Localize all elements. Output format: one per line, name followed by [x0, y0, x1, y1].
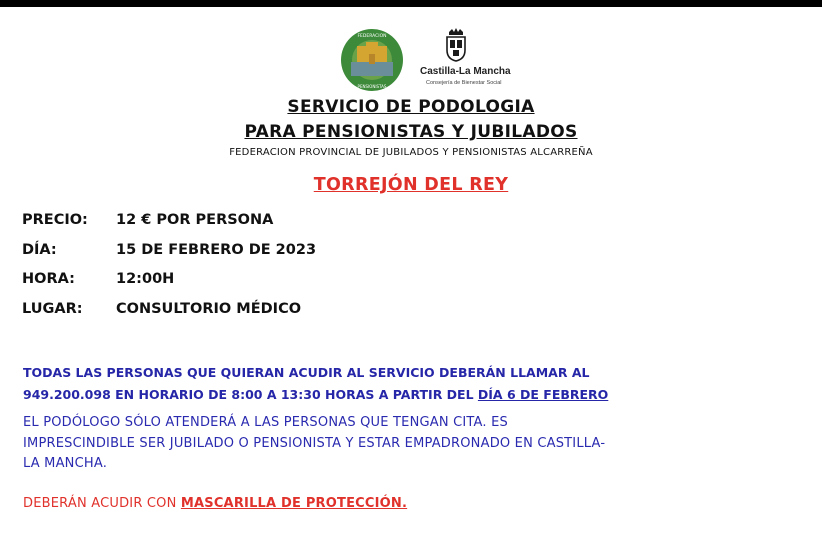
logo-row [0, 26, 822, 96]
day-value: 15 DE FEBRERO DE 2023 [116, 241, 317, 258]
price-label: PRECIO: [22, 212, 88, 228]
info-line-1: EL PODÓLOGO SÓLO ATENDERÁ A LAS PERSONAS QUE TENGAN CITA. ES [23, 415, 508, 430]
info-line-3: LA MANCHA. [23, 456, 108, 471]
notice-line-1: TODAS LAS PERSONAS QUE QUIERAN ACUDIR AL SERVICIO DEBERÁN LLAMAR AL [23, 365, 590, 380]
price-value: 12 € POR PERSONA [116, 212, 274, 228]
top-border [0, 0, 822, 7]
title-line-1: SERVICIO DE PODOLOGIA [287, 97, 535, 117]
info-line-2: IMPRESCINDIBLE SER JUBILADO O PENSIONISTA Y ESTAR EMPADRONADO EN CASTILLA- [23, 435, 606, 451]
mask-warning [23, 496, 407, 511]
clm-subtitle: Consejería de Bienestar Social [426, 80, 502, 86]
time-value: 12:00H [116, 271, 175, 287]
town-name: TORREJÓN DEL REY [313, 175, 509, 195]
clm-name: Castilla-La Mancha [420, 66, 511, 77]
federation-logo [333, 28, 411, 92]
svg-text:FEDERACION: FEDERACION [357, 34, 387, 39]
notice-line-2-text: 949.200.098 EN HORARIO DE 8:00 A 13:30 HORAS A PARTIR DEL [23, 387, 478, 402]
info-paragraph [23, 413, 808, 475]
warning-emphasis: MASCARILLA DE PROTECCIÓN. [180, 496, 408, 511]
place-label: LUGAR: [22, 300, 83, 317]
notice-date: DÍA 6 DE FEBRERO [477, 387, 609, 402]
title-line-2: PARA PENSIONISTAS Y JUBILADOS [244, 122, 578, 142]
crest-icon [444, 28, 468, 62]
notice-line-2 [23, 384, 813, 406]
castilla-la-mancha-logo [420, 28, 520, 94]
place-value: CONSULTORIO MÉDICO [116, 300, 302, 317]
federation-name: FEDERACION PROVINCIAL DE JUBILADOS Y PENSIONISTAS ALCARREÑA [229, 147, 593, 158]
warning-prefix: DEBERÁN ACUDIR CON [23, 496, 181, 511]
time-label: HORA: [22, 271, 75, 287]
svg-text:PENSIONISTAS: PENSIONISTAS [357, 84, 387, 89]
day-label: DÍA: [22, 241, 57, 258]
call-notice [23, 362, 813, 406]
